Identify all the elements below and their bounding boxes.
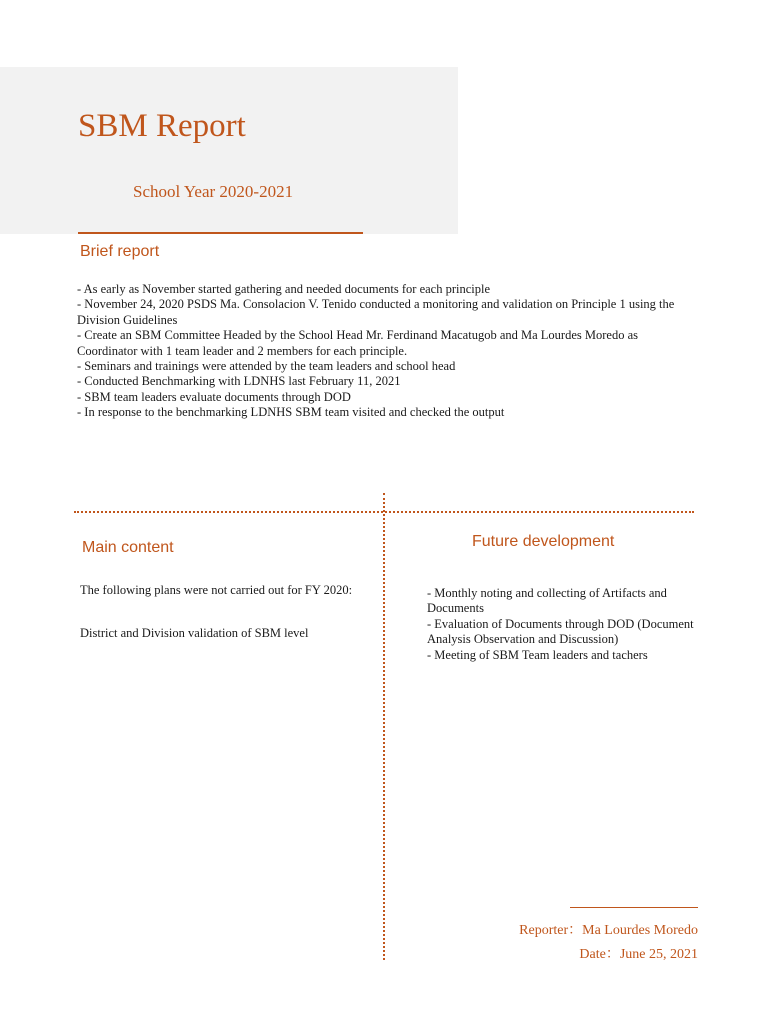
vertical-dotted-divider — [383, 493, 385, 960]
brief-report-list — [77, 282, 677, 421]
page-title: SBM Report — [78, 108, 246, 144]
main-content-paragraph: District and Division validation of SBM level — [80, 626, 309, 640]
main-content-heading: Main content — [82, 539, 174, 556]
title-divider — [78, 232, 363, 234]
header-panel — [0, 67, 458, 234]
report-date: Date：June 25, 2021 — [579, 947, 698, 962]
list-item: - November 24, 2020 PSDS Ma. Consolacion V. Tenido conducted a monitoring and validation on Principle 1 using the Division Guidelines — [77, 297, 675, 327]
list-item: - Meeting of SBM Team leaders and tachers — [427, 647, 648, 662]
reporter-divider — [570, 907, 698, 908]
list-item: - In response to the benchmarking LDNHS SBM team visited and checked the output — [77, 405, 505, 420]
reporter-line: Reporter：Ma Lourdes Moredo — [519, 923, 698, 938]
list-item: - Evaluation of Documents through DOD (Document Analysis Observation and Discussion) — [427, 616, 694, 647]
list-item: - Create an SBM Committee Headed by the School Head Mr. Ferdinand Macatugob and Ma Lourdes Moredo as Coordinator with 1 team leader and 2 members for each principle. — [77, 328, 638, 358]
future-development-heading: Future development — [472, 533, 615, 550]
future-development-list — [427, 586, 699, 663]
main-content-paragraph: The following plans were not carried out for FY 2020: — [80, 583, 353, 597]
list-item: - Monthly noting and collecting of Artifacts and Documents — [427, 586, 667, 616]
brief-report-heading: Brief report — [80, 243, 160, 260]
list-item: - Conducted Benchmarking with LDNHS last February 11, 2021 — [77, 374, 401, 389]
list-item: - Seminars and trainings were attended by the team leaders and school head — [77, 359, 456, 374]
list-item: - As early as November started gathering and needed documents for each principle — [77, 282, 491, 296]
list-item: - SBM team leaders evaluate documents through DOD — [77, 389, 351, 404]
school-year: School Year 2020-2021 — [133, 182, 294, 201]
